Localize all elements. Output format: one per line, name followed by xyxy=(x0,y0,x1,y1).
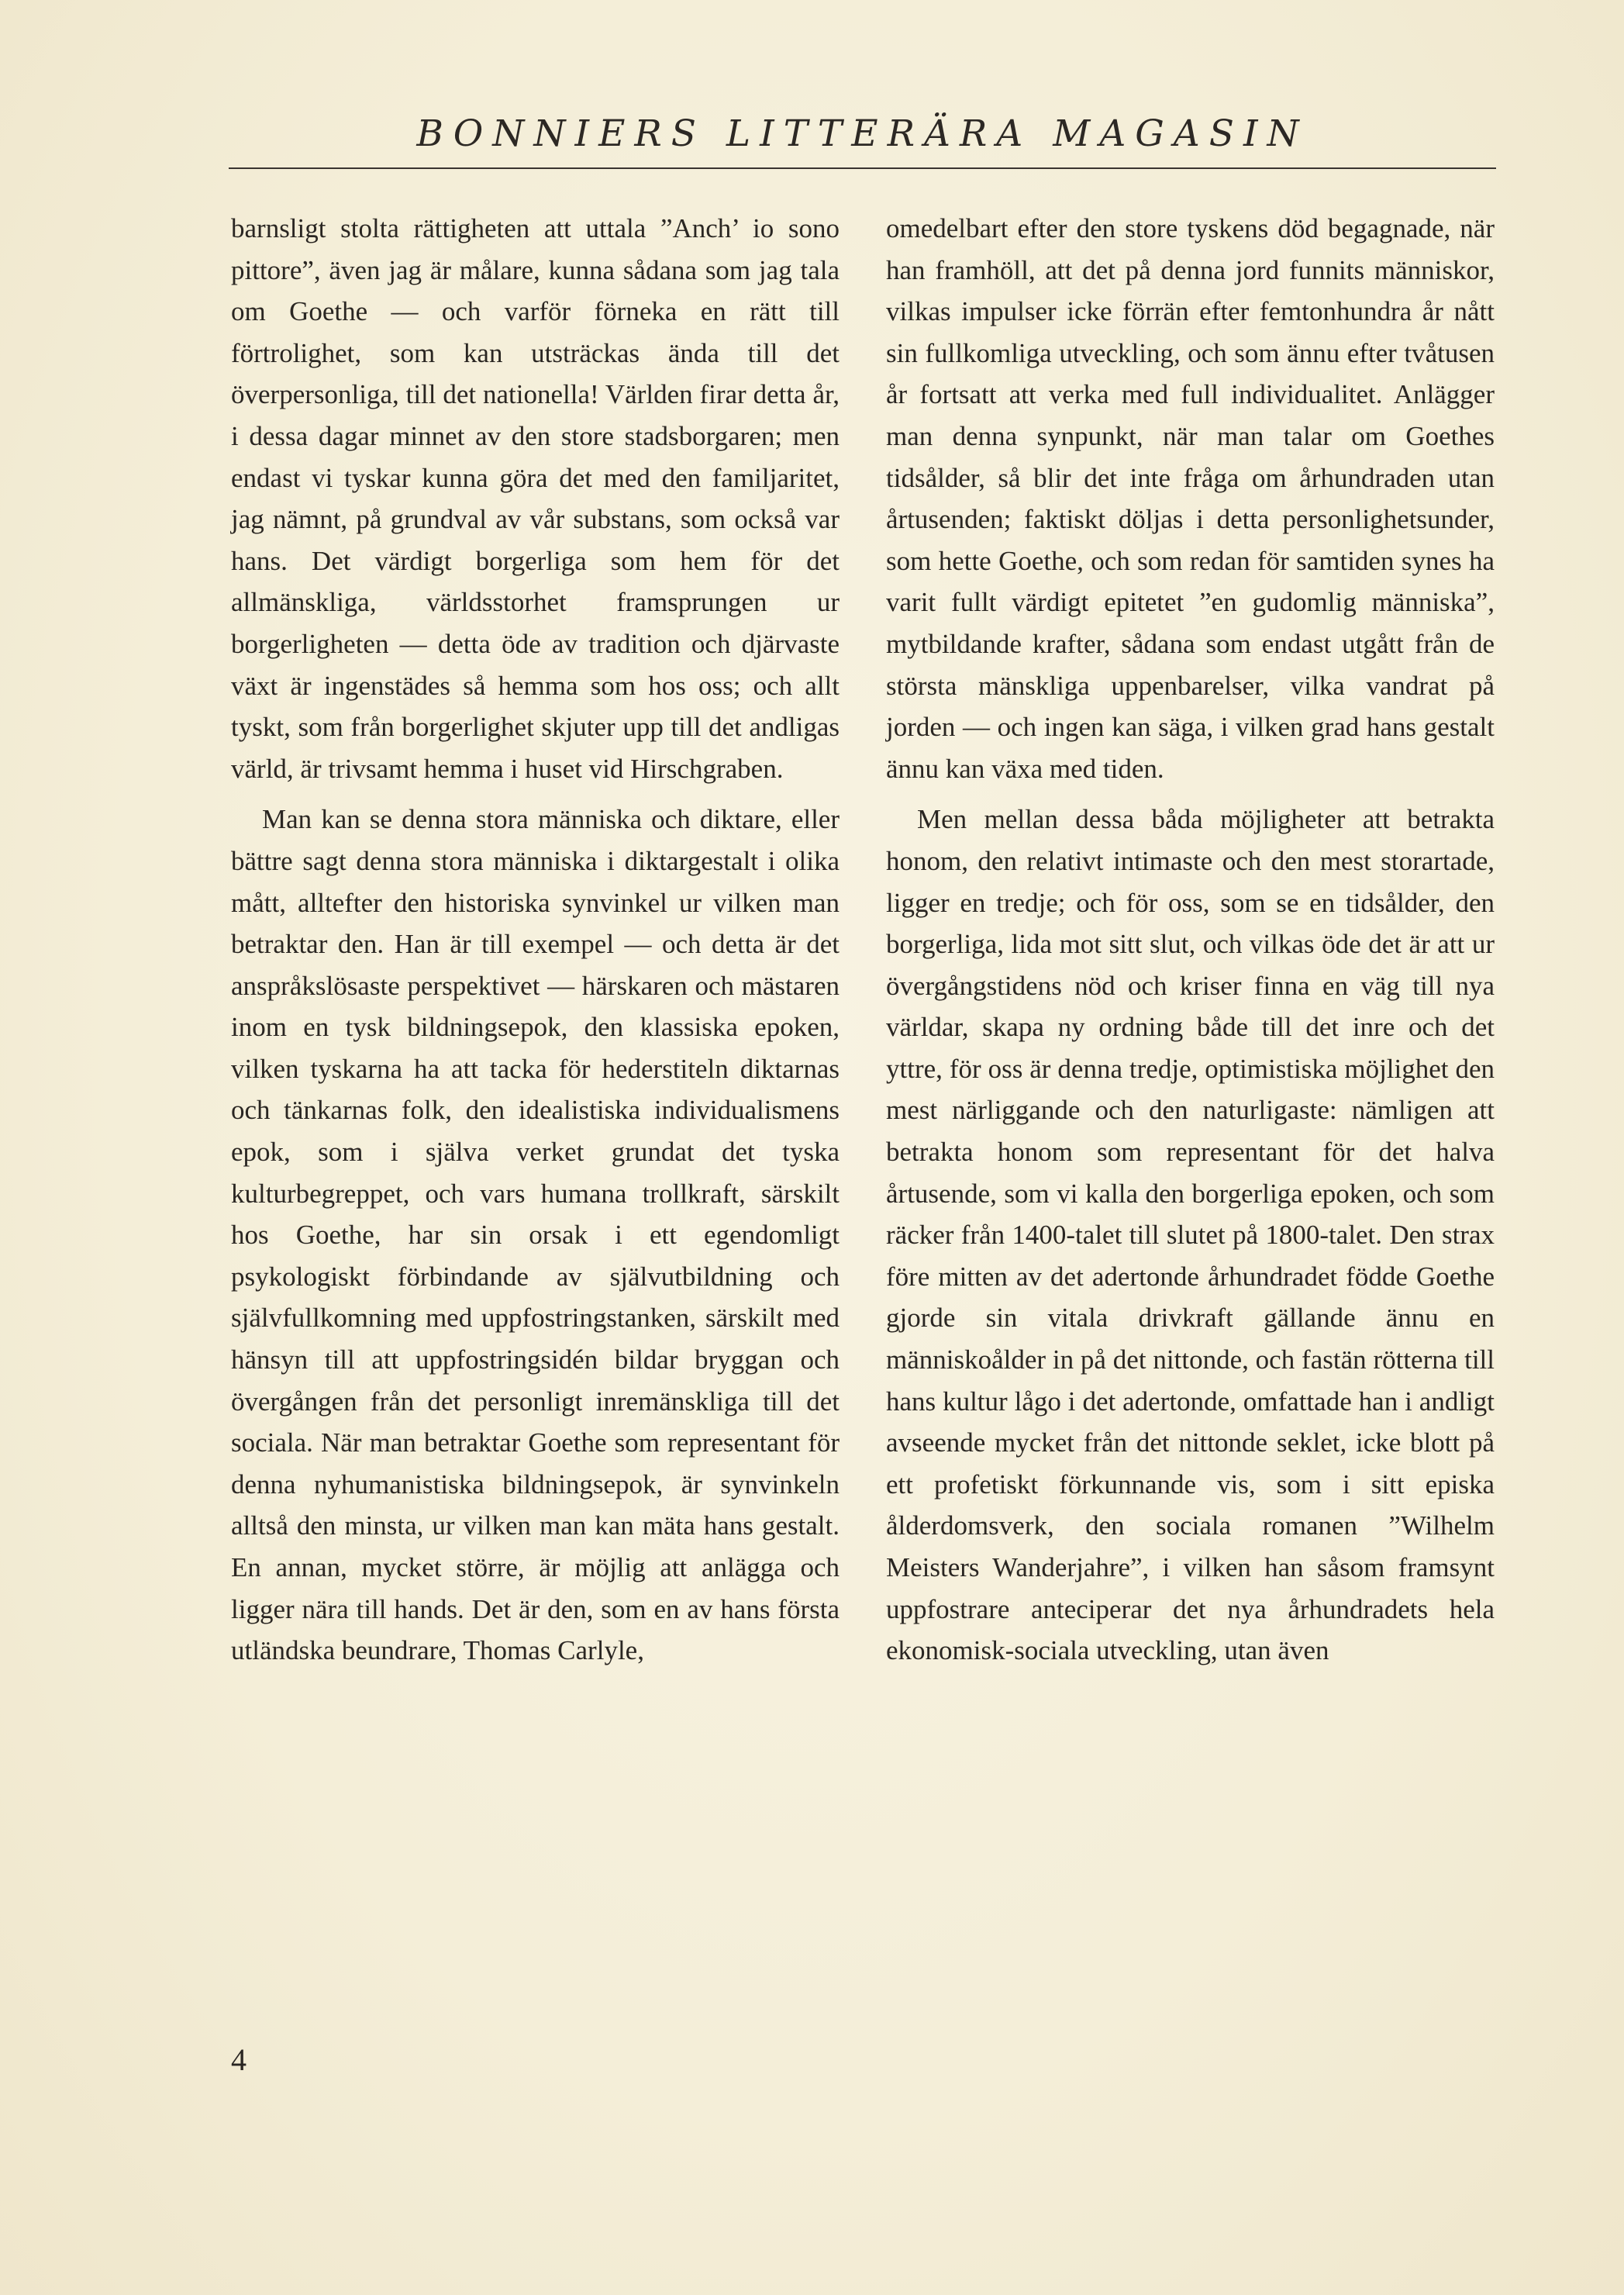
paragraph: barnsligt stolta rättigheten att uttala ”Anch’ io sono pittore”, även jag är målare, kunna sådana som jag tala om Goethe — och varför förneka en rätt till förtrolighet, som kan utsträckas ända till det överpersonliga, till det nationella! Världen firar detta år, i dessa dagar minnet av den store stadsborgaren; men endast vi tyskar kunna göra det med den familjaritet, jag nämnt, på grundval av vår substans, som också var hans. Det värdigt borgerliga som hem för det allmänskliga, världsstorhet framsprungen ur borgerligheten — detta öde av tradition och djärvaste växt är ingenstädes så hemma som hos oss; och allt tyskt, som från borgerlighet skjuter upp till det andligas värld, är trivsamt hemma i huset vid Hirschgraben. xyxy=(231,213,840,784)
page-number: 4 xyxy=(231,2042,247,2077)
running-head-title: BONNIERS LITTERÄRA MAGASIN xyxy=(416,112,1309,155)
paragraph: Men mellan dessa båda möjligheter att betrakta honom, den relativt intimaste och den mest storartade, ligger en tredje; och för oss, som se en tidsålder, den borgerliga, lida mot sitt slut, och vilkas öde det är att ur övergångstidens nöd och kriser finna en väg till nya världar, skapa ny ordning både till det inre och det yttre, för oss är denna tredje, optimistiska möjlighet den mest närliggande och den naturligaste: nämligen att betrakta honom som representant för det halva årtusende, som vi kalla den borgerliga epoken, och som räcker från 1400-talet till slutet på 1800-talet. Den strax före mitten av det adertonde århundradet födde Goethe gjorde sin vitala drivkraft gällande ännu en människoålder in på det nittonde, och fastän rötterna till hans kultur lågo i det adertonde, omfattade han i andligt avseende mycket från det nittonde seklet, icke blott på ett profetiskt förkunnande vis, som i sitt episka ålderdomsverk, den sociala romanen ”Wilhelm Meisters Wanderjahre”, i vilken han såsom framsynt uppfostrare anteciperar det nya århundradets hela ekonomisk-sociala utveckling, utan även xyxy=(886,804,1495,1666)
header-rule xyxy=(229,167,1496,169)
right-column xyxy=(886,208,1495,1672)
paragraph: Man kan se denna stora människa och diktare, eller bättre sagt denna stora människa i diktargestalt i olika mått, alltefter den historiska synvinkel ur vilken man betraktar den. Han är till exempel — och detta är det anspråkslösaste perspektivet — härskaren och mästaren inom en tysk bildningsepok, den klassiska epoken, vilken tyskarna ha att tacka för hederstiteln diktarnas och tänkarnas folk, den idealistiska individualismens epok, som i själva verket grundat det tyska kulturbegreppet, och vars humana trollkraft, särskilt hos Goethe, har sin orsak i ett egendomligt psykologiskt förbindande av självutbildning och självfullkomning med uppfostringstanken, särskilt med hänsyn till att uppfostringsidén bildar bryggan och övergången från det personligt inremänskliga till det sociala. När man betraktar Goethe som representant för denna nyhumanistiska bildningsepok, är synvinkeln alltså den minsta, ur vilken man kan mäta hans gestalt. En annan, mycket större, är möjlig att anlägga och ligger nära till hands. Det är den, som en av hans första utländska beundrare, Thomas Carlyle, xyxy=(231,804,840,1666)
left-column xyxy=(231,208,840,1672)
paragraph: omedelbart efter den store tyskens död begagnade, när han framhöll, att det på denna jord funnits människor, vilkas impulser icke förrän efter femtonhundra år nått sin fullkomliga utveckling, och som ännu efter tvåtusen år fortsatt att verka med full individualitet. Anlägger man denna synpunkt, när man talar om Goethes tidsålder, så blir det inte fråga om århundraden utan årtusenden; faktiskt döljas i detta personlighetsunder, som hette Goethe, och som redan för samtiden synes ha varit fullt värdigt epitetet ”en gudomlig människa”, mytbildande krafter, sådana som endast utgått från de största mänskliga uppenbarelser, vilka vandrat på jorden — och ingen kan säga, i vilken grad hans gestalt ännu kan växa med tiden. xyxy=(886,213,1495,784)
